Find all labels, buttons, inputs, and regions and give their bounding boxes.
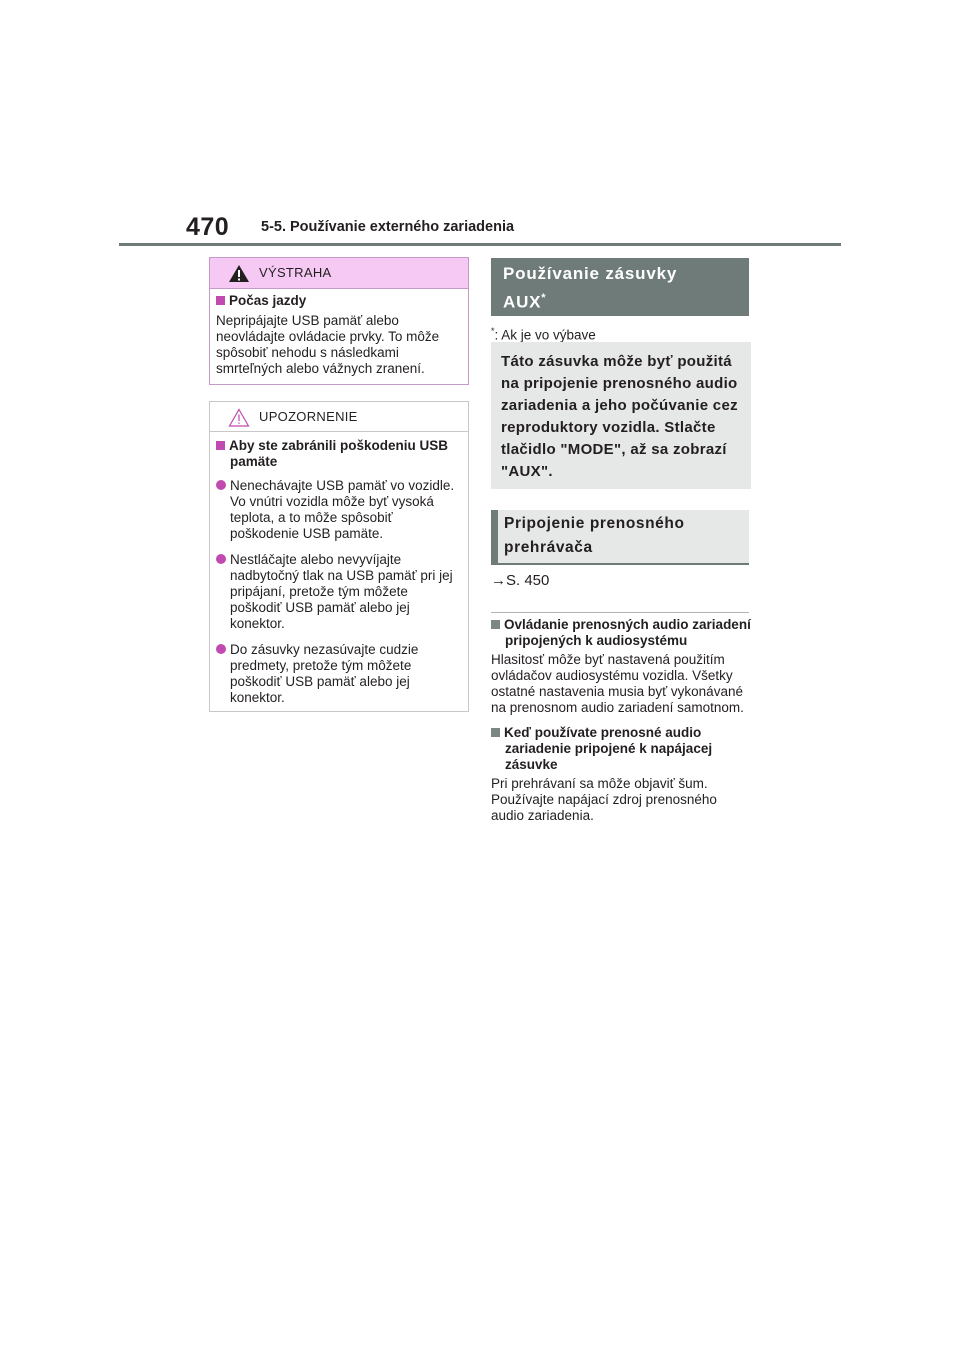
warning-box-header <box>210 258 468 289</box>
note-heading: Ovládanie prenosných audio zariadení pripojených k audiosystému <box>491 617 753 649</box>
warning-box-title: VÝSTRAHA <box>259 265 332 280</box>
square-bullet-icon <box>491 620 500 629</box>
notice-bullet: Nestláčajte alebo nevyvíjajte nadbytočný tlak na USB pamäť pri jej pripájaní, pretože tým môžete poškodiť USB pamäť alebo jej konektor. <box>216 552 462 632</box>
notice-heading: Aby ste zabránili poškodeniu USB pamäte <box>216 438 462 470</box>
notice-box-header <box>210 402 468 432</box>
footnote: *: Ak je vo výbave <box>491 326 596 343</box>
caution-triangle-icon <box>228 408 250 427</box>
warning-triangle-icon <box>228 264 250 283</box>
page-reference: →S. 450 <box>491 572 550 589</box>
square-bullet-icon <box>216 441 225 450</box>
divider <box>491 612 749 613</box>
square-bullet-icon <box>216 296 225 305</box>
square-bullet-icon <box>491 728 500 737</box>
note-heading: Keď používate prenosné audio zariadenie pripojené k napájacej zásuvke <box>491 725 753 773</box>
note-text: Pri prehrávaní sa môže objaviť šum. Používajte napájací zdroj prenosného audio zariadenia. <box>491 776 717 823</box>
warning-box <box>209 257 469 385</box>
warning-text: Nepripájajte USB pamäť alebo neovládajte ovládacie prvky. To môže spôsobiť nehodu s následkami smrteľných alebo vážnych zranení. <box>216 313 440 376</box>
dot-bullet-icon <box>216 554 226 564</box>
dot-bullet-icon <box>216 480 226 490</box>
notice-box <box>209 401 469 712</box>
note-text: Hlasitosť môže byť nastavená použitím ovládačov audiosystému vozidla. Všetky ostatné nastavenia musia byť vykonávané na prenosnom audio zariadení samotnom. <box>491 652 744 715</box>
notice-bullet: Nenechávajte USB pamäť vo vozidle. Vo vnútri vozidla môže byť vysoká teplota, a to môže spôsobiť poškodenie USB pamäte. <box>216 478 462 542</box>
subheader-portable-player: Pripojenie prenosného prehrávača <box>491 510 749 565</box>
notice-bullet: Do zásuvky nezasúvajte cudzie predmety, pretože tým môžete poškodiť USB pamäť alebo jej konektor. <box>216 642 462 706</box>
section-ribbon <box>491 258 749 316</box>
dot-bullet-icon <box>216 644 226 654</box>
page-number: 470 <box>186 213 230 241</box>
ribbon-title: Používanie zásuvky AUX* <box>503 264 678 312</box>
notes-section <box>491 617 753 833</box>
header-rule <box>119 243 841 246</box>
intro-panel: Táto zásuvka môže byť použitá na pripojenie prenosného audio zariadenia a jeho počúvanie cez reproduktory vozidla. Stlačte tlačidlo "MODE", až sa zobrazí "AUX". <box>491 342 751 489</box>
section-title: 5-5. Používanie externého zariadenia <box>261 219 515 235</box>
notice-box-title: UPOZORNENIE <box>259 409 358 424</box>
warning-heading: Počas jazdy <box>216 293 462 309</box>
